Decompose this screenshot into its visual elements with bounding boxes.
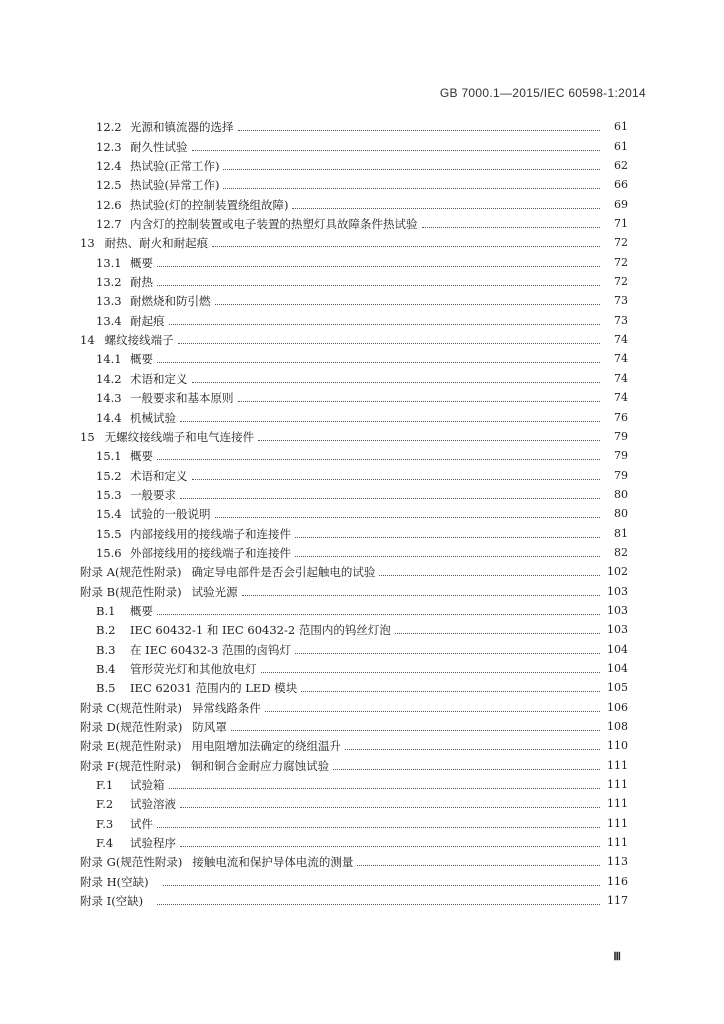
toc-entry-number: 15.3	[96, 487, 122, 502]
page-number: Ⅲ	[613, 951, 621, 963]
toc-entry-number: 12.7	[96, 217, 122, 232]
toc-entry-page: 74	[614, 391, 628, 405]
toc-entry[interactable]	[0, 560, 724, 579]
dot-leader	[212, 246, 600, 247]
toc-entry-number: F.2	[96, 797, 114, 812]
toc-entry-page: 76	[614, 410, 628, 424]
toc-entry-page: 66	[614, 178, 628, 192]
toc-entry-page: 71	[614, 217, 628, 231]
toc-entry-number: 15	[80, 429, 95, 444]
toc-entry-page: 111	[607, 778, 628, 792]
toc-entry-number: 附录 C(规范性附录)	[80, 700, 182, 715]
toc-entry-title: 试件	[130, 816, 153, 831]
toc-entry-number: 13.2	[96, 275, 122, 290]
toc-entry-page: 105	[607, 681, 628, 695]
dot-leader	[215, 304, 601, 305]
toc-entry-title: 热试验(灯的控制装置绕组故障)	[130, 197, 289, 212]
toc-entry-title: 耐热	[130, 275, 153, 290]
toc-entry-title: 螺纹接线端子	[104, 333, 174, 348]
toc-entry-title: 试验溶液	[130, 797, 176, 812]
toc-entry-page: 61	[614, 139, 628, 153]
dot-leader	[238, 130, 601, 131]
dot-leader	[231, 730, 600, 731]
toc-entry-page: 79	[614, 468, 628, 482]
toc-entry-number: 附录 E(规范性附录)	[80, 739, 182, 754]
toc-entry-title: 一般要求	[130, 487, 176, 502]
toc-entry[interactable]	[0, 154, 724, 173]
toc-entry[interactable]	[0, 521, 724, 540]
toc-entry-title: 耐起痕	[130, 313, 165, 328]
toc-entry[interactable]	[0, 850, 724, 869]
dot-leader	[223, 169, 600, 170]
toc-entry[interactable]	[0, 869, 724, 888]
toc-entry-page: 73	[614, 313, 628, 327]
toc-entry-title: 确定导电部件是否会引起触电的试验	[191, 565, 376, 580]
dot-leader	[265, 711, 600, 712]
toc-entry-number: B.2	[96, 623, 116, 638]
dot-leader	[157, 459, 600, 460]
toc-entry[interactable]	[0, 483, 724, 502]
toc-entry-title: 接触电流和保护导体电流的测量	[192, 855, 354, 870]
standard-number-header: GB 7000.1—2015/IEC 60598-1:2014	[439, 86, 646, 100]
toc-entry-page: 111	[607, 836, 628, 850]
toc-entry-number: B.3	[96, 642, 116, 657]
toc-entry-title: 概要	[130, 352, 153, 367]
toc-entry[interactable]	[0, 250, 724, 269]
toc-entry-number: F.4	[96, 836, 114, 851]
toc-entry-page: 117	[607, 894, 628, 908]
toc-entry[interactable]	[0, 753, 724, 772]
toc-entry-number: 14.2	[96, 371, 122, 386]
toc-entry[interactable]	[0, 386, 724, 405]
toc-entry-page: 102	[607, 565, 628, 579]
toc-entry-title: 内部接线用的接线端子和连接件	[130, 526, 291, 541]
toc-entry-number: 12.2	[96, 120, 122, 135]
toc-entry[interactable]	[0, 637, 724, 656]
toc-entry[interactable]	[0, 889, 724, 908]
dot-leader	[345, 749, 600, 750]
toc-entry-number: F.1	[96, 778, 114, 793]
toc-entry-page: 61	[614, 120, 628, 134]
toc-entry-title: 耐久性试验	[130, 139, 188, 154]
toc-entry[interactable]	[0, 115, 724, 134]
dot-leader	[180, 421, 600, 422]
toc-entry-number: 13.4	[96, 313, 122, 328]
toc-entry-page: 72	[614, 275, 628, 289]
toc-entry-page: 111	[607, 758, 628, 772]
dot-leader	[157, 362, 600, 363]
toc-entry[interactable]	[0, 192, 724, 211]
dot-leader	[178, 343, 600, 344]
toc-entry-title: 热试验(正常工作)	[130, 159, 220, 174]
toc-entry[interactable]	[0, 366, 724, 385]
toc-entry-page: 103	[607, 584, 628, 598]
toc-entry[interactable]	[0, 618, 724, 637]
dot-leader	[215, 517, 601, 518]
dot-leader	[422, 227, 601, 228]
toc-entry-page: 103	[607, 623, 628, 637]
toc-entry-page: 106	[607, 700, 628, 714]
toc-entry-number: 12.6	[96, 197, 122, 212]
toc-entry-title: 外部接线用的接线端子和连接件	[130, 545, 291, 560]
toc-entry-page: 80	[614, 507, 628, 521]
toc-entry-number: 14.3	[96, 391, 122, 406]
toc-entry-number: B.5	[96, 681, 116, 696]
toc-entry-number: 附录 F(规范性附录)	[80, 758, 182, 773]
toc-entry-page: 82	[614, 545, 628, 559]
toc-entry-number: B.1	[96, 603, 116, 618]
dot-leader	[192, 479, 601, 480]
toc-entry-number: 14	[80, 333, 95, 348]
toc-entry[interactable]	[0, 231, 724, 250]
dot-leader	[238, 401, 601, 402]
toc-entry-page: 113	[607, 855, 628, 869]
dot-leader	[169, 788, 601, 789]
toc-entry[interactable]	[0, 579, 724, 598]
toc-entry-title: IEC 62031 范围内的 LED 模块	[130, 681, 298, 696]
toc-entry-page: 116	[607, 874, 628, 888]
toc-entry-number: 附录 D(规范性附录)	[80, 720, 183, 734]
dot-leader	[258, 440, 600, 441]
toc-entry-title: 异常线路条件	[191, 700, 261, 715]
dot-leader	[357, 865, 600, 866]
toc-entry-number: 附录 A(规范性附录)	[80, 565, 182, 580]
toc-entry-number: 12.5	[96, 178, 122, 193]
toc-entry-title: 术语和定义	[130, 468, 188, 483]
toc-entry-title: 用电阻增加法确定的绕组温升	[191, 739, 342, 754]
toc-entry-page: 69	[614, 197, 628, 211]
toc-entry-number: 14.1	[96, 352, 122, 367]
toc-entry[interactable]	[0, 444, 724, 463]
toc-entry-title: 在 IEC 60432-3 范围的卤钨灯	[130, 642, 291, 657]
toc-entry-title: 铜和铜合金耐应力腐蚀试验	[191, 758, 330, 773]
dot-leader	[295, 556, 600, 557]
toc-entry-number: 13	[80, 236, 95, 251]
dot-leader	[292, 208, 600, 209]
dot-leader	[295, 653, 600, 654]
dot-leader	[223, 188, 600, 189]
toc-entry-page: 111	[607, 816, 628, 830]
dot-leader	[180, 846, 600, 847]
toc-entry[interactable]	[0, 792, 724, 811]
toc-entry-page: 108	[607, 720, 628, 733]
dot-leader	[379, 575, 600, 576]
toc-entry-number: 15.4	[96, 507, 122, 522]
toc-entry-number: 15.2	[96, 468, 122, 483]
dot-leader	[169, 324, 601, 325]
dot-leader	[261, 672, 601, 673]
dot-leader	[157, 285, 600, 286]
toc-entry-page: 81	[614, 526, 628, 540]
toc-entry-number: 15.5	[96, 526, 122, 541]
toc-entry[interactable]	[0, 541, 724, 560]
dot-leader	[242, 595, 600, 596]
table-of-contents	[0, 115, 724, 908]
toc-entry-title: IEC 60432-1 和 IEC 60432-2 范围内的钨丝灯泡	[130, 623, 391, 638]
toc-entry-number: F.3	[96, 816, 114, 831]
toc-entry-page: 62	[614, 159, 628, 173]
dot-leader	[180, 807, 600, 808]
toc-entry-title: 机械试验	[130, 410, 176, 425]
toc-entry-title: 热试验(异常工作)	[130, 178, 220, 193]
toc-entry-page: 79	[614, 429, 628, 443]
toc-entry-title: 试验箱	[130, 778, 165, 793]
toc-entry[interactable]	[0, 657, 724, 676]
toc-entry-page: 104	[607, 642, 628, 656]
toc-entry-number: 14.4	[96, 410, 122, 425]
toc-entry-page: 74	[614, 352, 628, 366]
toc-entry[interactable]	[0, 715, 724, 734]
toc-entry-title: 防风罩	[192, 720, 227, 734]
dot-leader	[157, 266, 600, 267]
toc-entry-number: 12.4	[96, 159, 122, 174]
toc-entry-page: 74	[614, 333, 628, 347]
toc-entry-number: 附录 G(规范性附录)	[80, 855, 183, 870]
toc-entry-number: 附录 H(空缺)	[80, 874, 149, 889]
toc-entry[interactable]	[0, 463, 724, 482]
toc-entry-title: 耐燃烧和防引燃	[130, 294, 211, 309]
toc-entry-page: 103	[607, 603, 628, 617]
toc-entry[interactable]	[0, 405, 724, 424]
toc-entry-page: 104	[607, 661, 628, 675]
toc-entry[interactable]	[0, 676, 724, 695]
toc-entry-page: 74	[614, 371, 628, 385]
dot-leader	[157, 904, 600, 905]
dot-leader	[192, 382, 601, 383]
toc-entry[interactable]	[0, 599, 724, 618]
toc-entry[interactable]	[0, 734, 724, 753]
toc-entry-title: 试验的一般说明	[130, 507, 211, 522]
toc-entry-number: 12.3	[96, 139, 122, 154]
toc-entry-title: 术语和定义	[130, 371, 188, 386]
toc-entry-title: 概要	[130, 449, 153, 464]
toc-entry-page: 80	[614, 487, 628, 501]
toc-entry-page: 72	[614, 236, 628, 250]
toc-entry-number: B.4	[96, 661, 116, 676]
dot-leader	[157, 827, 600, 828]
toc-entry-page: 111	[607, 797, 628, 811]
toc-entry[interactable]	[0, 289, 724, 308]
dot-leader	[395, 633, 600, 634]
dot-leader	[333, 769, 600, 770]
toc-entry[interactable]	[0, 425, 724, 444]
toc-entry-page: 72	[614, 255, 628, 269]
toc-entry[interactable]	[0, 811, 724, 830]
dot-leader	[163, 885, 600, 886]
toc-entry-title: 耐热、耐火和耐起痕	[104, 236, 209, 251]
toc-entry-number: 13.3	[96, 294, 122, 309]
toc-entry-number: 15.1	[96, 449, 122, 464]
toc-entry-page: 79	[614, 449, 628, 463]
dot-leader	[192, 150, 601, 151]
toc-entry-page: 110	[607, 739, 628, 753]
toc-entry[interactable]	[0, 134, 724, 153]
toc-entry-title: 试验程序	[130, 836, 176, 851]
toc-entry[interactable]	[0, 328, 724, 347]
toc-entry[interactable]	[0, 773, 724, 792]
toc-entry-title: 试验光源	[191, 584, 238, 599]
toc-entry-title: 一般要求和基本原则	[130, 391, 234, 406]
toc-entry-title: 光源和镇流器的选择	[130, 120, 234, 135]
toc-entry-page: 73	[614, 294, 628, 308]
toc-entry-number: 13.1	[96, 255, 122, 270]
toc-entry-title: 无螺纹接线端子和电气连接件	[104, 429, 255, 444]
toc-entry-title: 概要	[130, 255, 153, 270]
toc-entry-number: 15.6	[96, 545, 122, 560]
dot-leader	[295, 537, 600, 538]
toc-entry[interactable]	[0, 173, 724, 192]
dot-leader	[180, 498, 600, 499]
toc-entry-title: 内含灯的控制装置或电子装置的热塑灯具故障条件热试验	[130, 217, 418, 232]
toc-entry[interactable]	[0, 212, 724, 231]
toc-entry-number: 附录 B(规范性附录)	[80, 584, 182, 599]
toc-entry[interactable]	[0, 308, 724, 327]
toc-entry-number: 附录 I(空缺)	[80, 894, 144, 909]
toc-entry[interactable]	[0, 270, 724, 289]
toc-entry[interactable]	[0, 695, 724, 714]
toc-entry[interactable]	[0, 502, 724, 521]
toc-entry-title: 管形荧光灯和其他放电灯	[130, 661, 257, 676]
toc-entry[interactable]	[0, 347, 724, 366]
toc-entry[interactable]	[0, 831, 724, 850]
dot-leader	[157, 614, 600, 615]
toc-entry-title: 概要	[130, 603, 153, 618]
dot-leader	[301, 691, 600, 692]
